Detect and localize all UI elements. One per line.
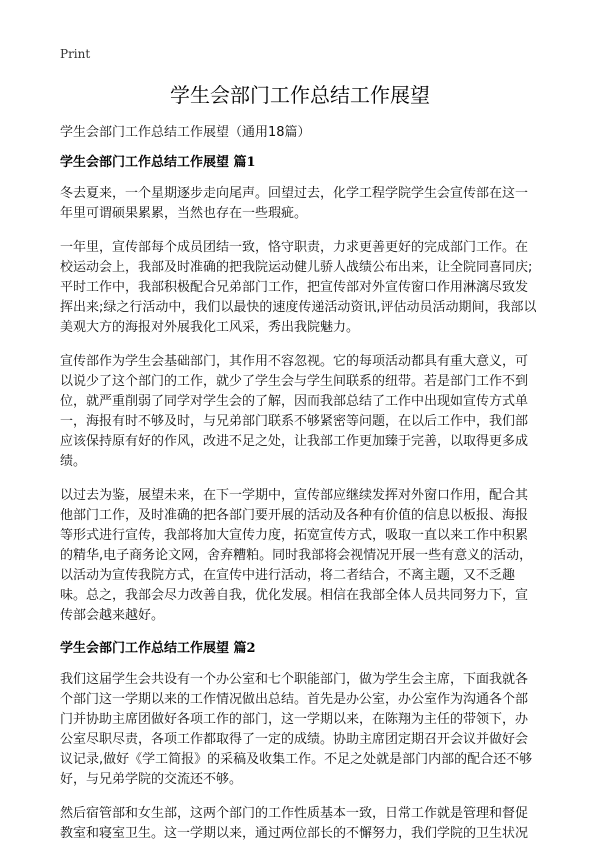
print-label[interactable]: Print [60,47,91,61]
section-1 [60,154,540,626]
section-heading: 学生会部门工作总结工作展望 篇1 [60,155,256,170]
paragraph: 然后宿管部和女生部，这两个部门的工作性质基本一致，日常工作就是管理和督促教室和寝室卫生。这一学期以来，通过两位部长的不懈努力，我们学院的卫生状况 [60,806,529,841]
paragraph: 一年里，宣传部每个成员团结一致，恪守职责，力求更善更好的完成部门工作。在校运动会上，我部及时准确的把我院运动健儿骄人战绩公布出来，让全院同喜同庆;平时工作中，我部积极配合兄弟部门工作，把宣传部对外宣传窗口作用淋漓尽致发挥出来;绿之行活动中，我们以最快的速度传递活动资讯,评估动员活动期间，我部以美观大方的海报对外展我化工风采，秀出我院魅力。 [60,240,537,335]
paragraph: 我们这届学生会共设有一个办公室和七个职能部门，做为学生会主席，下面我就各个部门这一学期以来的工作情况做出总结。首先是办公室，办公室作为沟通各个部门并协助主席团做好各项工作的部门，这一学期以来，在陈翔为主任的带领下，办公室尽职尽责，各项工作都取得了一定的成绩。协助主席团定期召开会议并做好会议记录,做好《学工简报》的采稿及收集工作。不足之处就是部门内部的配合还不够好，与兄弟学院的交流还不够。 [60,672,533,787]
paragraph: 以过去为鉴，展望未来，在下一学期中，宣传部应继续发挥对外窗口作用，配合其他部门工作，及时准确的把各部门要开展的活动及各种有价值的信息以板报、海报等形式进行宣传，我部将加大宣传力度，拓宽宣传方式，吸取一直以来工作中积累的精华,电子商务论文网，舍弃糟粕。同时我部将会视情况开展一些有意义的活动，以活动为宣传我院方式，在宣传中进行活动，将二者结合，不离主题，又不乏趣味。总之，我部会尽力改善自我，优化发展。相信在我部全体人员共同努力下，宣传部会越来越好。 [60,488,533,623]
paragraph: 宣传部作为学生会基础部门，其作用不容忽视。它的每项活动都具有重大意义，可以说少了这个部门的工作，就少了学生会与学生间联系的纽带。若是部门工作不到位，就严重削弱了同学对学生会的了解，因而我部总结了工作中出现如宣传方式单一，海报有时不够及时，与兄弟部门联系不够紧密等问题，在以后工作中，我们部应该保持原有好的作风，改进不足之处，让我部工作更加臻于完善，以取得更多成绩。 [60,354,529,469]
document-title: 学生会部门工作总结工作展望 [170,83,430,107]
section-2 [60,640,540,844]
section-heading: 学生会部门工作总结工作展望 篇2 [60,641,256,656]
paragraph: 冬去夏来，一个星期逐步走向尾声。回望过去，化学工程学院学生会宣传部在这一年里可谓硕果累累，当然也存在一些瑕疵。 [60,186,529,221]
document-subtitle: 学生会部门工作总结工作展望（通用18篇） [60,125,311,140]
